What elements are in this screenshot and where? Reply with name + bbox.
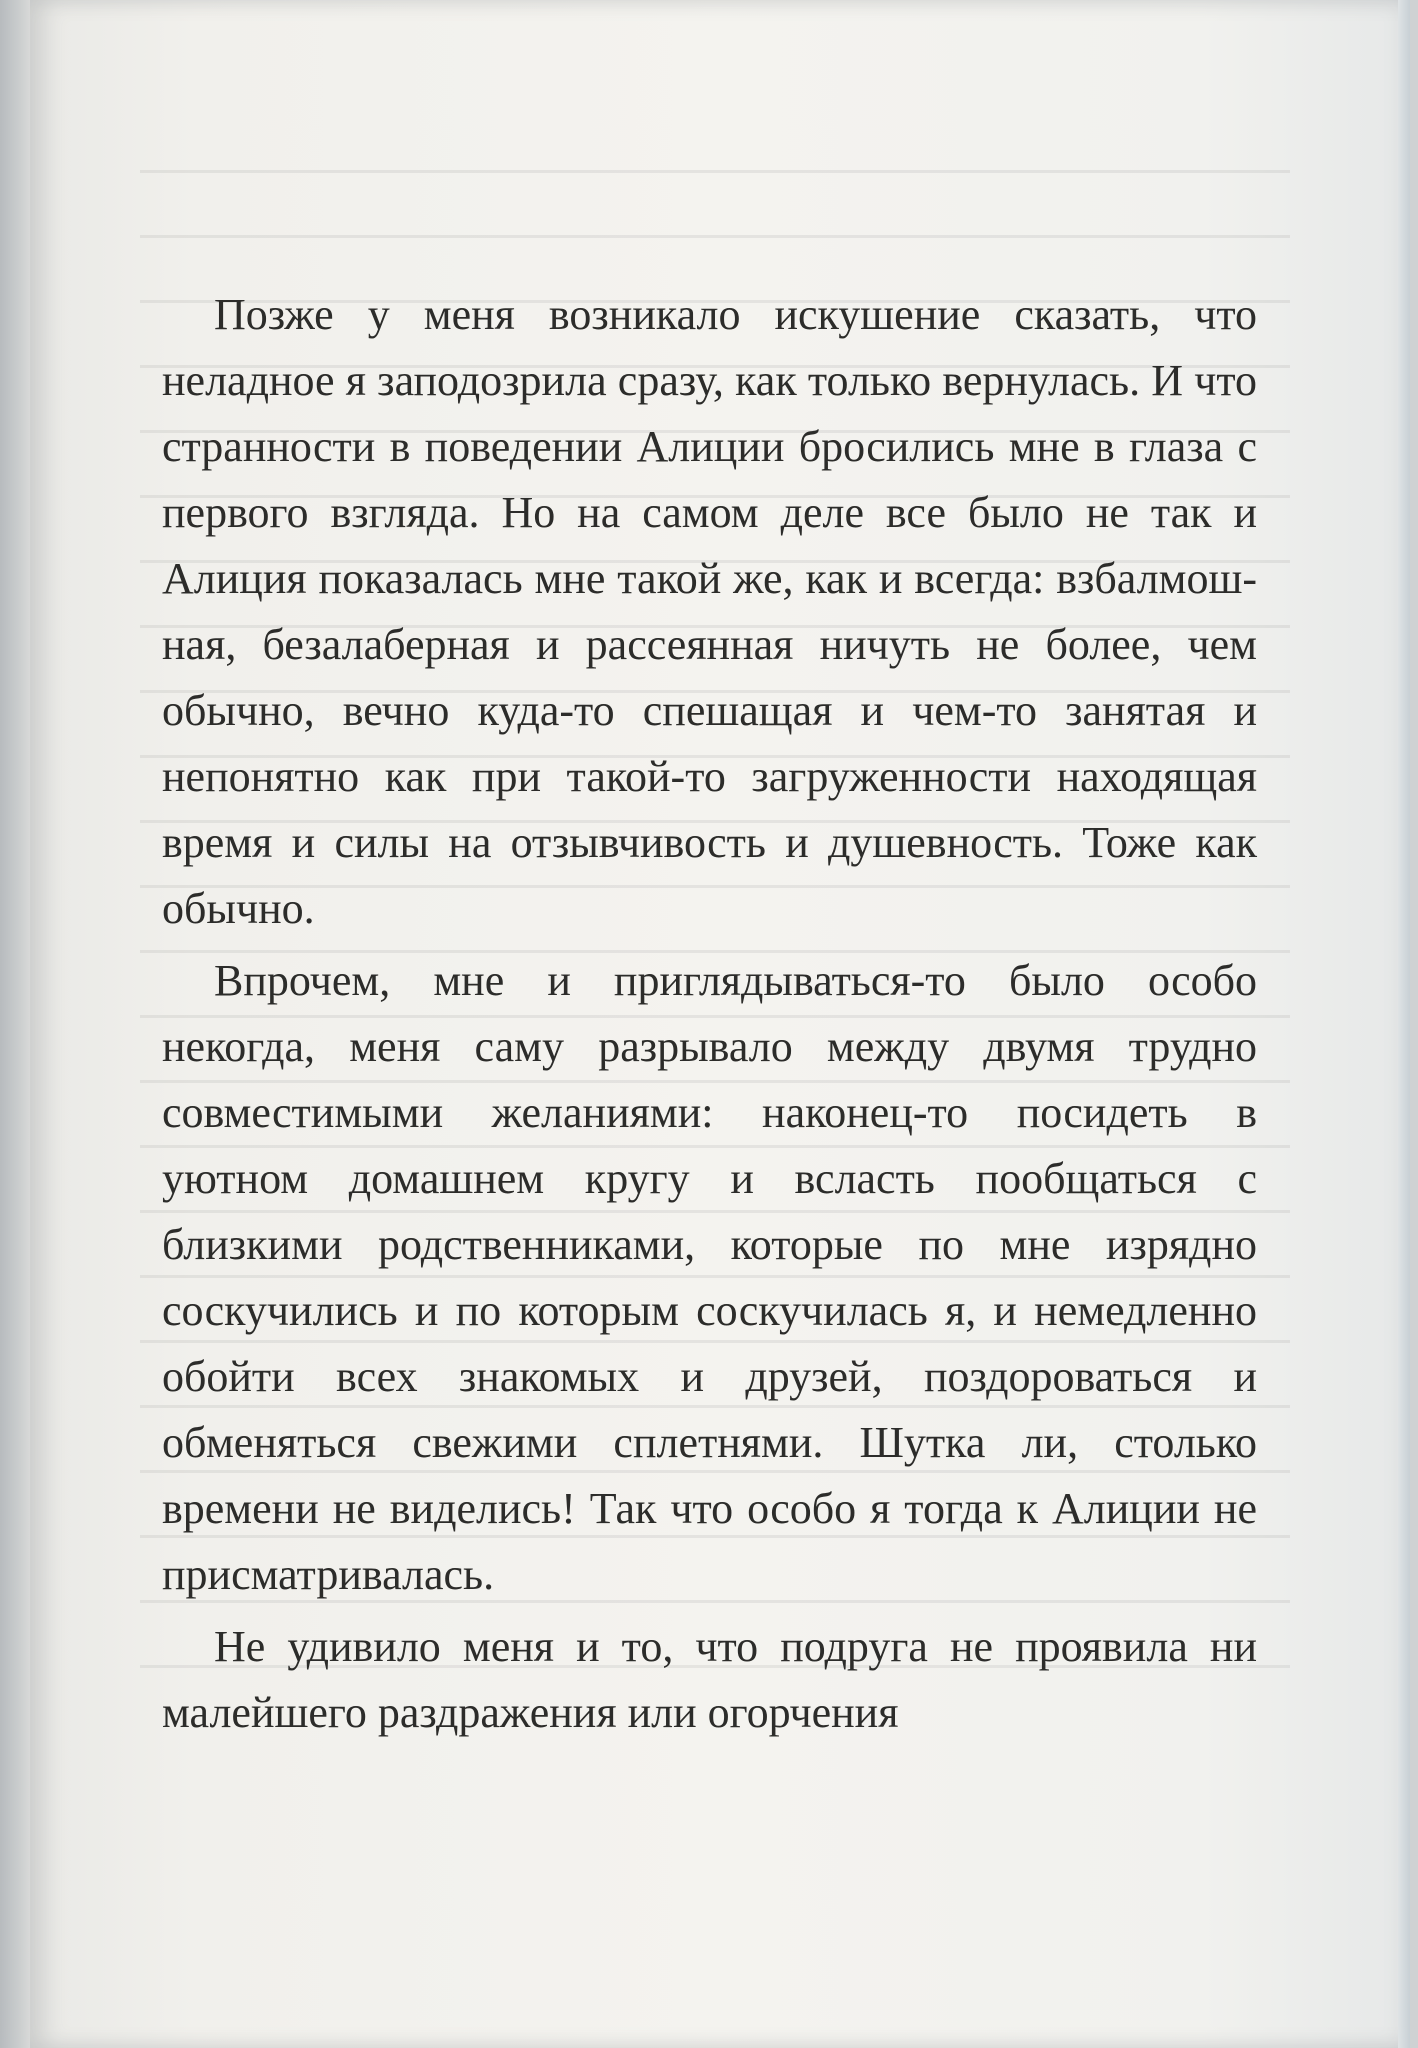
- paragraph: Позже у меня возникало искушение сказать, что неладное я заподозрила сразу, как только вернулась. И что странности в поведении Алиции бросились мне в глаза с первого взгляда. Но на самом деле все было не так и Алиция показалась мне такой же, как и всегда: взбалмошная, безалаберная и рассеянная ничуть не более, чем обычно, вечно куда-то спешащая и чем-то занятая и непонятно как при такой-то загруженности находящая время и силы на отзывчивость и душевность. Тоже как обычно.: [162, 290, 1257, 933]
- paragraph: Не удивило меня и то, что подруга не проявила ни малейшего раздражения или огорчения: [162, 1622, 1257, 1737]
- book-page: [30, 0, 1410, 2048]
- body-text: [162, 282, 1257, 1752]
- book-spine-shadow: [0, 0, 30, 2048]
- paragraph: Впрочем, мне и приглядываться-то было особо некогда, меня саму разрывало между двумя трудно совместимыми желаниями: наконец-то посидеть в уютном домашнем кругу и всласть пообщаться с близкими родственниками, которые по мне изрядно соскучились и по которым соскучилась я, и немедленно обойти всех знакомых и друзей, поздороваться и обменяться свежими сплетнями. Шутка ли, столько времени не виделись! Так что особо я тогда к Алиции не присматривалась.: [162, 956, 1257, 1599]
- page-edge: [1398, 0, 1410, 2048]
